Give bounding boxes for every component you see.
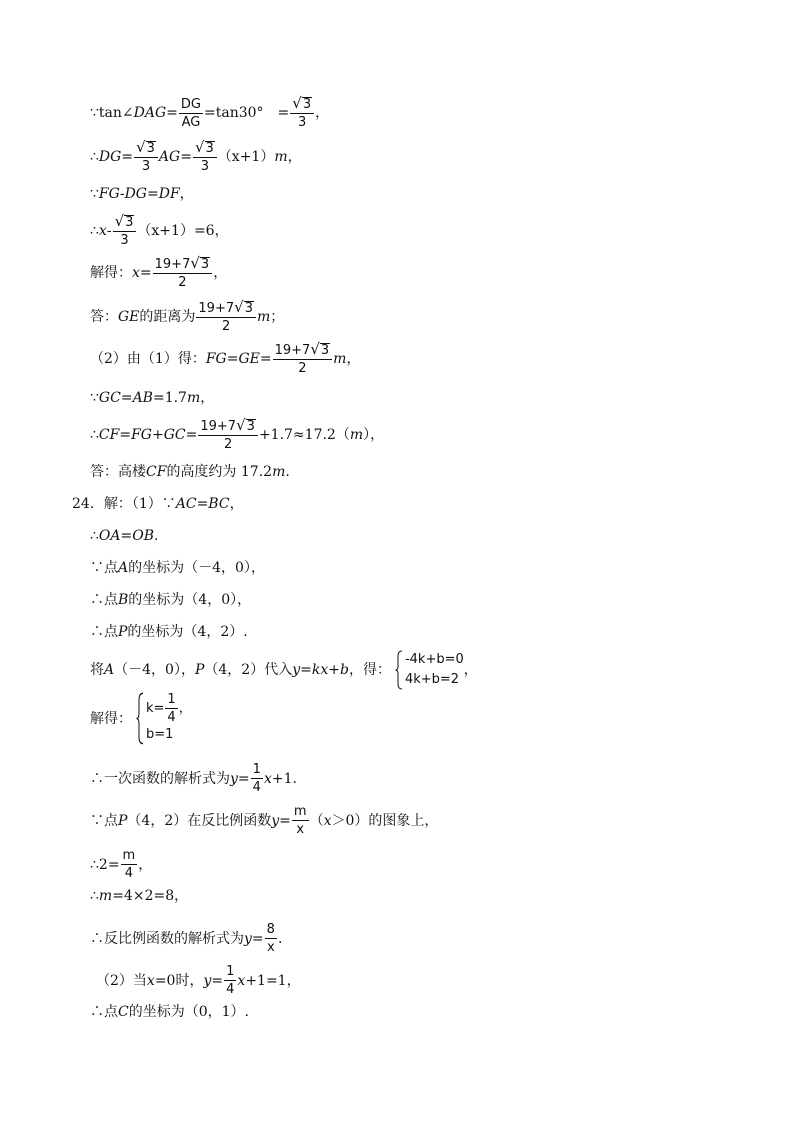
text: ， — [138, 856, 153, 873]
denominator: 3 — [120, 233, 129, 248]
radical-sign: √ — [194, 138, 205, 156]
text: x — [132, 265, 140, 281]
text: ∴ — [90, 149, 99, 165]
numerator — [113, 214, 137, 232]
text: （4，2）在反比例函数 — [127, 812, 272, 829]
sqrt — [115, 214, 135, 229]
solution-line-oa-ob — [90, 528, 158, 544]
text: x — [237, 972, 246, 989]
text: ， — [178, 700, 192, 716]
text: ， — [200, 390, 215, 406]
text: =tan30° = — [204, 105, 290, 121]
fraction — [224, 964, 236, 997]
text: 解得： — [90, 710, 132, 727]
text: P — [118, 624, 128, 640]
text: ∴点 — [90, 1004, 118, 1020]
text: （ — [309, 812, 324, 829]
text: ， — [213, 265, 228, 281]
text: ∴ — [90, 427, 99, 443]
solution-line-linear-function — [90, 762, 297, 795]
text: A — [104, 662, 115, 678]
text: kx — [311, 662, 329, 678]
solution-line-solve-x — [90, 256, 227, 290]
text: y — [292, 662, 301, 678]
denominator: 2 — [178, 275, 187, 290]
solution-line-part2-fg — [90, 342, 360, 376]
text: 19+7 — [198, 301, 235, 316]
numerator — [196, 300, 256, 318]
text: ∵点 — [90, 560, 118, 576]
fraction — [193, 140, 217, 174]
text: m — [272, 464, 286, 480]
solution-line-equation — [90, 214, 229, 248]
numerator: 1 — [167, 692, 176, 707]
solution-line-fg-dg — [90, 186, 194, 202]
text: = — [146, 186, 159, 202]
text: y — [203, 972, 212, 989]
text: 解得： — [90, 265, 132, 281]
denominator: 2 — [298, 361, 307, 376]
numerator — [273, 342, 333, 360]
text: GC — [98, 390, 121, 406]
text: 的坐标为（0，1）. — [128, 1004, 249, 1020]
fraction — [165, 692, 177, 725]
text: ∴2= — [90, 856, 120, 873]
solution-line-inverse-point — [90, 804, 438, 837]
numerator: m — [293, 804, 307, 819]
text: （2）当 — [96, 972, 147, 989]
solution-line-point-p — [90, 624, 248, 640]
numerator — [198, 418, 258, 436]
text: B — [118, 592, 129, 608]
text: = — [259, 351, 272, 367]
text: ∴点 — [90, 592, 118, 608]
text: ，得： — [348, 662, 391, 678]
fraction — [292, 804, 309, 837]
text: - — [119, 186, 125, 202]
text: y — [271, 812, 280, 829]
text: 将 — [90, 662, 104, 678]
radical-sign: √ — [136, 138, 146, 156]
text: DAG — [133, 105, 167, 121]
left-brace-icon — [395, 650, 401, 690]
solution-line-answer-cf — [90, 464, 290, 480]
numerator — [290, 96, 314, 114]
text: DG — [124, 186, 147, 202]
text: +1.7≈17.2（ — [258, 427, 350, 443]
problem-24-heading — [72, 496, 244, 512]
text: = — [180, 149, 192, 165]
text: = — [185, 427, 198, 443]
text: ， — [229, 496, 244, 512]
text: DG — [98, 149, 122, 165]
solution-line-part2-x0 — [96, 964, 301, 997]
numerator — [153, 256, 213, 274]
text: x — [263, 770, 272, 787]
text: = — [251, 930, 264, 947]
text: =0时， — [154, 972, 204, 989]
solution-line-inverse-function — [90, 922, 282, 955]
text: ）， — [363, 427, 385, 443]
text: = — [139, 265, 152, 281]
text: m — [186, 390, 201, 406]
text: BC — [208, 496, 230, 512]
text: m — [98, 888, 113, 904]
text: ， — [287, 149, 302, 165]
fraction — [251, 762, 263, 795]
solution-line-m-over-4 — [90, 848, 152, 881]
solution-line-answer-ge — [90, 300, 284, 334]
text: x — [98, 223, 107, 239]
text: ＞0）的图象上， — [331, 812, 439, 829]
solution-line-tan — [90, 96, 329, 130]
text: GE — [238, 351, 260, 367]
radicand: 3 — [200, 257, 210, 272]
text: ， — [179, 186, 194, 202]
equation-row — [146, 692, 192, 725]
text: - — [106, 223, 112, 239]
text: ∴一次函数的解析式为 — [90, 770, 230, 787]
numerator: 1 — [226, 964, 235, 979]
sqrt — [234, 300, 254, 315]
text: x — [146, 972, 155, 989]
text: = — [226, 351, 239, 367]
text: = — [120, 390, 133, 406]
denominator: 2 — [224, 437, 233, 452]
sqrt — [190, 256, 210, 271]
denominator: 3 — [141, 159, 151, 174]
radical-sign: √ — [234, 298, 244, 316]
equation-row: 4k+b=2 — [404, 672, 460, 687]
solution-line-point-c — [90, 1004, 249, 1020]
fraction — [273, 342, 333, 376]
denominator: x — [296, 822, 305, 837]
fraction — [290, 96, 314, 130]
text: = — [196, 496, 209, 512]
radicand: 3 — [244, 301, 253, 316]
text: FG — [98, 186, 120, 202]
text: 的坐标为（4，0）， — [128, 592, 252, 608]
equation-rows — [146, 692, 192, 745]
denominator: 4 — [124, 866, 134, 881]
radical-sign: √ — [236, 416, 246, 434]
text: OB — [132, 528, 155, 544]
denominator: AG — [181, 114, 201, 130]
text: ， — [463, 662, 478, 678]
denominator: 3 — [200, 159, 210, 174]
text: 19+7 — [274, 343, 311, 358]
equation-system — [395, 650, 464, 690]
denominator: 4 — [167, 710, 176, 725]
sqrt — [310, 342, 330, 357]
text: A — [118, 560, 129, 576]
solution-line-dg — [90, 140, 302, 174]
numerator: 8 — [266, 922, 275, 937]
text: CF — [146, 464, 167, 480]
text: GE — [118, 309, 140, 325]
text: +1=1， — [245, 972, 301, 989]
denominator: 2 — [222, 319, 231, 334]
denominator: 4 — [252, 780, 261, 795]
sqrt — [136, 140, 156, 155]
fraction — [121, 848, 138, 881]
text: y — [230, 770, 238, 787]
text: = — [211, 972, 224, 989]
text: FG — [131, 427, 152, 443]
fraction — [198, 418, 258, 452]
fraction — [134, 140, 158, 174]
solution-line-solve-kb — [90, 692, 192, 745]
text: （2）由（1）得： — [90, 351, 206, 367]
radicand: 3 — [125, 215, 134, 230]
numerator: 1 — [252, 762, 261, 777]
text: 24．解：（1）∵ — [72, 496, 176, 512]
text: = — [237, 770, 250, 787]
text: + — [152, 427, 164, 443]
numerator — [134, 140, 158, 158]
text: m — [349, 427, 364, 443]
fraction — [179, 97, 203, 130]
numerator — [193, 140, 217, 158]
numerator: m — [122, 848, 136, 863]
text: （x+1） — [217, 149, 275, 165]
text: ∴反比例函数的解析式为 — [90, 930, 244, 947]
text: ； — [270, 309, 285, 325]
text: . — [285, 464, 290, 480]
text: b — [339, 662, 349, 678]
text: x — [323, 812, 332, 829]
text: FG — [205, 351, 227, 367]
solution-line-gc — [90, 390, 214, 406]
text: = — [300, 662, 312, 678]
text: ∴点 — [90, 624, 118, 640]
numerator: DG — [180, 96, 201, 112]
text: （－4，0）， — [114, 662, 195, 678]
text: DF — [158, 186, 180, 202]
text: 答： — [90, 309, 118, 325]
text: = — [120, 528, 133, 544]
text: =1.7 — [152, 390, 187, 406]
radical-sign: √ — [114, 212, 125, 230]
text: ∵ — [90, 186, 99, 202]
text: + — [328, 662, 340, 678]
text: 的高度约为 17.2 — [166, 464, 273, 480]
text: . — [154, 528, 159, 544]
text: = — [279, 812, 291, 829]
left-brace-icon — [136, 692, 142, 745]
text: = — [166, 105, 178, 121]
text: k= — [146, 700, 165, 716]
text: =4×2=8， — [112, 888, 189, 904]
text: CF — [98, 427, 120, 443]
sqrt — [236, 418, 256, 433]
sqrt — [292, 96, 312, 111]
text: 19+7 — [154, 257, 191, 272]
radical-sign: √ — [190, 254, 200, 272]
equation-row: b=1 — [146, 727, 174, 742]
solution-line-m-value — [90, 888, 188, 904]
text: 19+7 — [200, 419, 237, 434]
text: C — [118, 1004, 129, 1020]
text: m — [333, 351, 347, 367]
radicand: 3 — [146, 141, 155, 156]
text: ， — [346, 351, 361, 367]
radicand: 3 — [246, 419, 255, 434]
text: AG — [158, 149, 181, 165]
text: （x+1）=6， — [137, 223, 229, 239]
text: （4，2）代入 — [204, 662, 293, 678]
radicand: 3 — [320, 343, 330, 358]
text: 答：高楼 — [90, 464, 146, 480]
text: AB — [132, 390, 153, 406]
text: ∵点 — [90, 812, 118, 829]
text: 的坐标为（－4，0）， — [128, 560, 265, 576]
text: GC — [163, 427, 186, 443]
text: P — [118, 812, 128, 829]
radicand: 3 — [302, 97, 312, 112]
radical-sign: √ — [292, 94, 302, 112]
radical-sign: √ — [310, 340, 320, 358]
text: OA — [98, 528, 121, 544]
text: ， — [315, 105, 330, 121]
equation-row: -4k+b=0 — [404, 652, 464, 667]
text: ∴ — [90, 888, 99, 904]
text: = — [119, 427, 132, 443]
text: 的坐标为（4，2）. — [127, 624, 248, 640]
text: AC — [175, 496, 197, 512]
text: ∴ — [90, 528, 99, 544]
text: . — [277, 930, 283, 947]
text: m — [256, 309, 271, 325]
denominator: 4 — [226, 982, 235, 997]
fraction — [113, 214, 137, 248]
solution-line-substitute — [90, 650, 478, 690]
text: y — [244, 930, 252, 947]
radicand: 3 — [205, 141, 214, 156]
equation-system — [136, 692, 192, 745]
text: P — [194, 662, 205, 678]
denominator: x — [266, 940, 275, 955]
text: ∵ — [90, 390, 99, 406]
text: m — [274, 149, 288, 165]
text: +1. — [271, 770, 297, 787]
solution-line-point-b — [90, 592, 251, 608]
sqrt — [195, 140, 215, 155]
fraction — [153, 256, 213, 290]
denominator: 3 — [298, 115, 307, 130]
solution-line-cf — [90, 418, 384, 452]
fraction — [265, 922, 277, 955]
text: 的距离为 — [139, 309, 196, 325]
text: ∵tan∠ — [90, 105, 134, 121]
text: = — [121, 149, 134, 165]
equation-rows — [405, 650, 464, 690]
fraction — [196, 300, 256, 334]
solution-line-point-a — [90, 560, 265, 576]
text: ∴ — [90, 223, 99, 239]
